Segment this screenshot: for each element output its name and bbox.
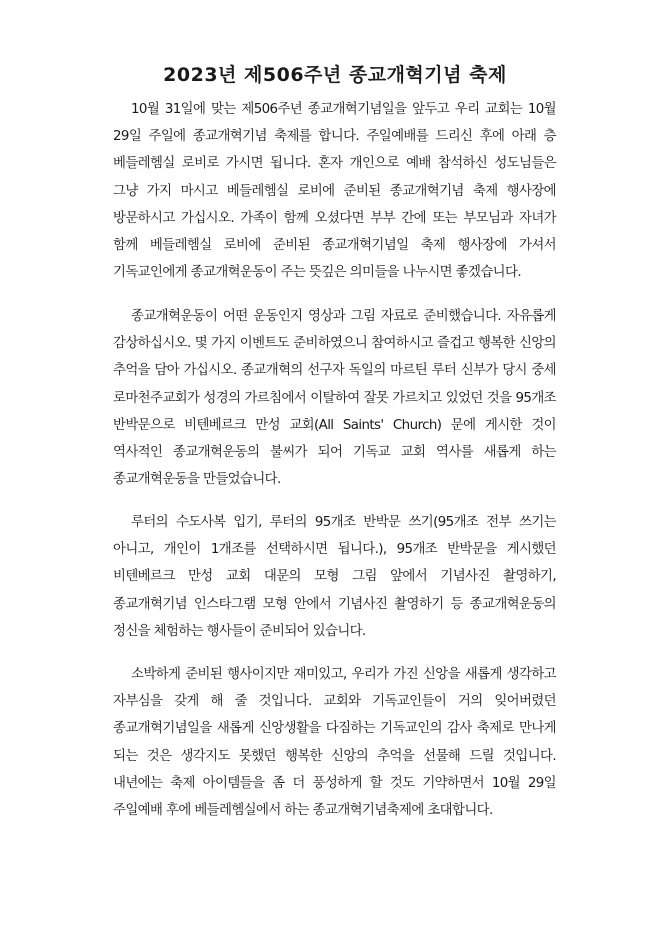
paragraph-1: 10월 31일에 맞는 제506주년 종교개혁기념일을 앞두고 우리 교회는 10월 29일 주일에 종교개혁기념 축제를 합니다. 주일예배를 드리신 후에 아래 층 베들레헴실 로비로 가시면 됩니다. 혼자 개인으로 예배 참석하신 성도님들은 그냥 가지 마시고 베들레헴실 로비에 준비된 종교개혁기념 축제 행사장에 방문하시고 가십시오. 가족이 함께 오셨다면 부부 간에 또는 부모님과 자녀가 함께 베들레헴실 로비에 준비된 종교개혁기념일 축제 행사장에 가셔서 기독교인에게 종교개혁운동이 주는 뜻깊은 의미들을 나누시면 좋겠습니다. (113, 102, 556, 281)
paragraph-2: 종교개혁운동이 어떤 운동인지 영상과 그림 자료로 준비했습니다. 자유롭게 감상하십시오. 몇 가지 이벤트도 준비하였으니 참여하시고 즐겁고 행복한 신앙의 추억을 담아 가십시오. 종교개혁의 선구자 독일의 마르틴 루터 신부가 당시 중세 로마천주교회가 성경의 가르침에서 이탈하여 잘못 가르치고 있었던 것을 95개조 반박문으로 비텐베르크 만성 교회(All Saints' Church) 문에 게시한 것이 역사적인 종교개혁운동의 불씨가 되어 기독교 교회 역사를 새롭게 하는 종교개혁운동을 만들었습니다. (113, 309, 556, 488)
document-title: 2023년 제506주년 종교개혁기념 축제 (163, 64, 507, 86)
paragraph-4: 소박하게 준비된 행사이지만 재미있고, 우리가 가진 신앙을 새롭게 생각하고 자부심을 갖게 해 줄 것입니다. 교회와 기독교인들이 거의 잊어버렸던 종교개혁기념일을 새롭게 신앙생활을 다짐하는 기독교인의 감사 축제로 만나게 되는 것은 생각지도 못했던 행복한 신앙의 추억을 선물해 드릴 것입니다. 내년에는 축제 아이템들을 좀 더 풍성하게 할 것도 기약하면서 10월 29일 주일예배 후에 베들레헴실에서 하는 종교개혁기념축제에 초대합니다. (113, 667, 556, 819)
paragraph-3: 루터의 수도사복 입기, 루터의 95개조 반박문 쓰기(95개조 전부 쓰기는 아니고, 개인이 1개조를 선택하시면 됩니다.), 95개조 반박문을 게시했던 비텐베르크 만성 교회 대문의 모형 그림 앞에서 기념사진 촬영하기, 종교개혁기념 인스타그램 모형 안에서 기념사진 촬영하기 등 종교개혁운동의 정신을 체험하는 행사들이 준비되어 있습니다. (113, 515, 556, 639)
